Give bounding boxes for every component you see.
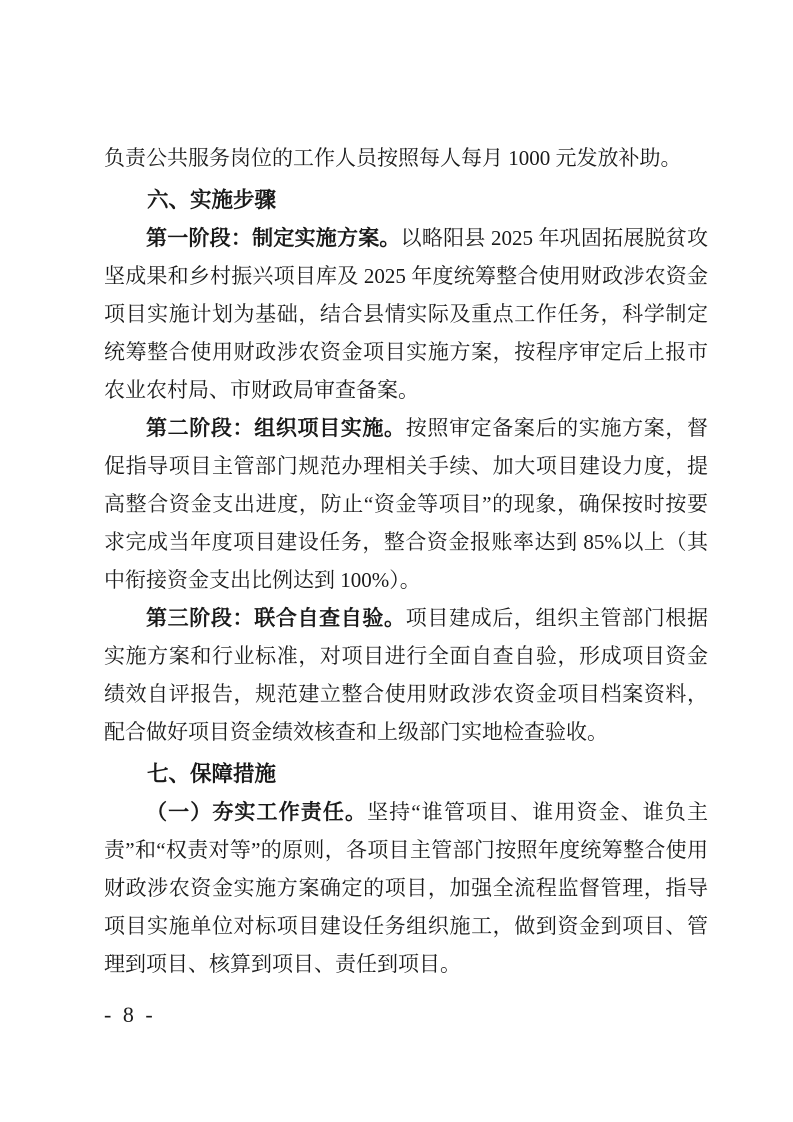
paragraph-phase-1 (104, 219, 708, 409)
section-heading-implementation-steps: 六、实施步骤 (147, 188, 277, 212)
phase-1-text: 以略阳县 2025 年巩固拓展脱贫攻坚成果和乡村振兴项目库及 2025 年度统筹整合使用财政涉农资金项目实施计划为基础，结合县情实际及重点工作任务，科学制定统筹整合使用财政涉农资金项目实施方案，按程序审定后上报市农业农村局、市财政局审查备案。 (104, 226, 708, 402)
measure-1-text: 坚持“谁管项目、谁用资金、谁负主责”和“权责对等”的原则，各项目主管部门按照年度统筹整合使用财政涉农资金实施方案确定的项目，加强全流程监督管理，指导项目实施单位对标项目建设任务组织施工，做到资金到项目、管理到项目、核算到项目、责任到项目。 (104, 800, 709, 976)
document-body (104, 139, 708, 983)
measure-1-lead: （一）夯实工作责任。 (146, 800, 368, 824)
paragraph-measure-1 (104, 793, 708, 983)
phase-2-text: 按照审定备案后的实施方案，督促指导项目主管部门规范办理相关手续、加大项目建设力度，提高整合资金支出进度，防止“资金等项目”的现象，确保按时按要求完成当年度项目建设任务，整合资金报账率达到 85%以上（其中衔接资金支出比例达到 100%）。 (104, 416, 709, 592)
phase-2-lead: 第二阶段：组织项目实施。 (146, 416, 406, 440)
phase-3-text: 项目建成后，组织主管部门根据实施方案和行业标准，对项目进行全面自查自验，形成项目资金绩效自评报告，规范建立整合使用财政涉农资金项目档案资料，配合做好项目资金绩效核查和上级部门实地检查验收。 (104, 606, 709, 744)
phase-1-lead: 第一阶段：制定实施方案。 (146, 226, 401, 250)
paragraph-continuation: 负责公共服务岗位的工作人员按照每人每月 1000 元发放补助。 (104, 146, 682, 170)
paragraph-phase-2 (104, 409, 708, 599)
paragraph-phase-3 (104, 599, 708, 751)
page-number: - 8 - (104, 1002, 156, 1027)
phase-3-lead: 第三阶段：联合自查自验。 (146, 606, 406, 630)
section-heading-safeguard-measures: 七、保障措施 (147, 762, 277, 786)
